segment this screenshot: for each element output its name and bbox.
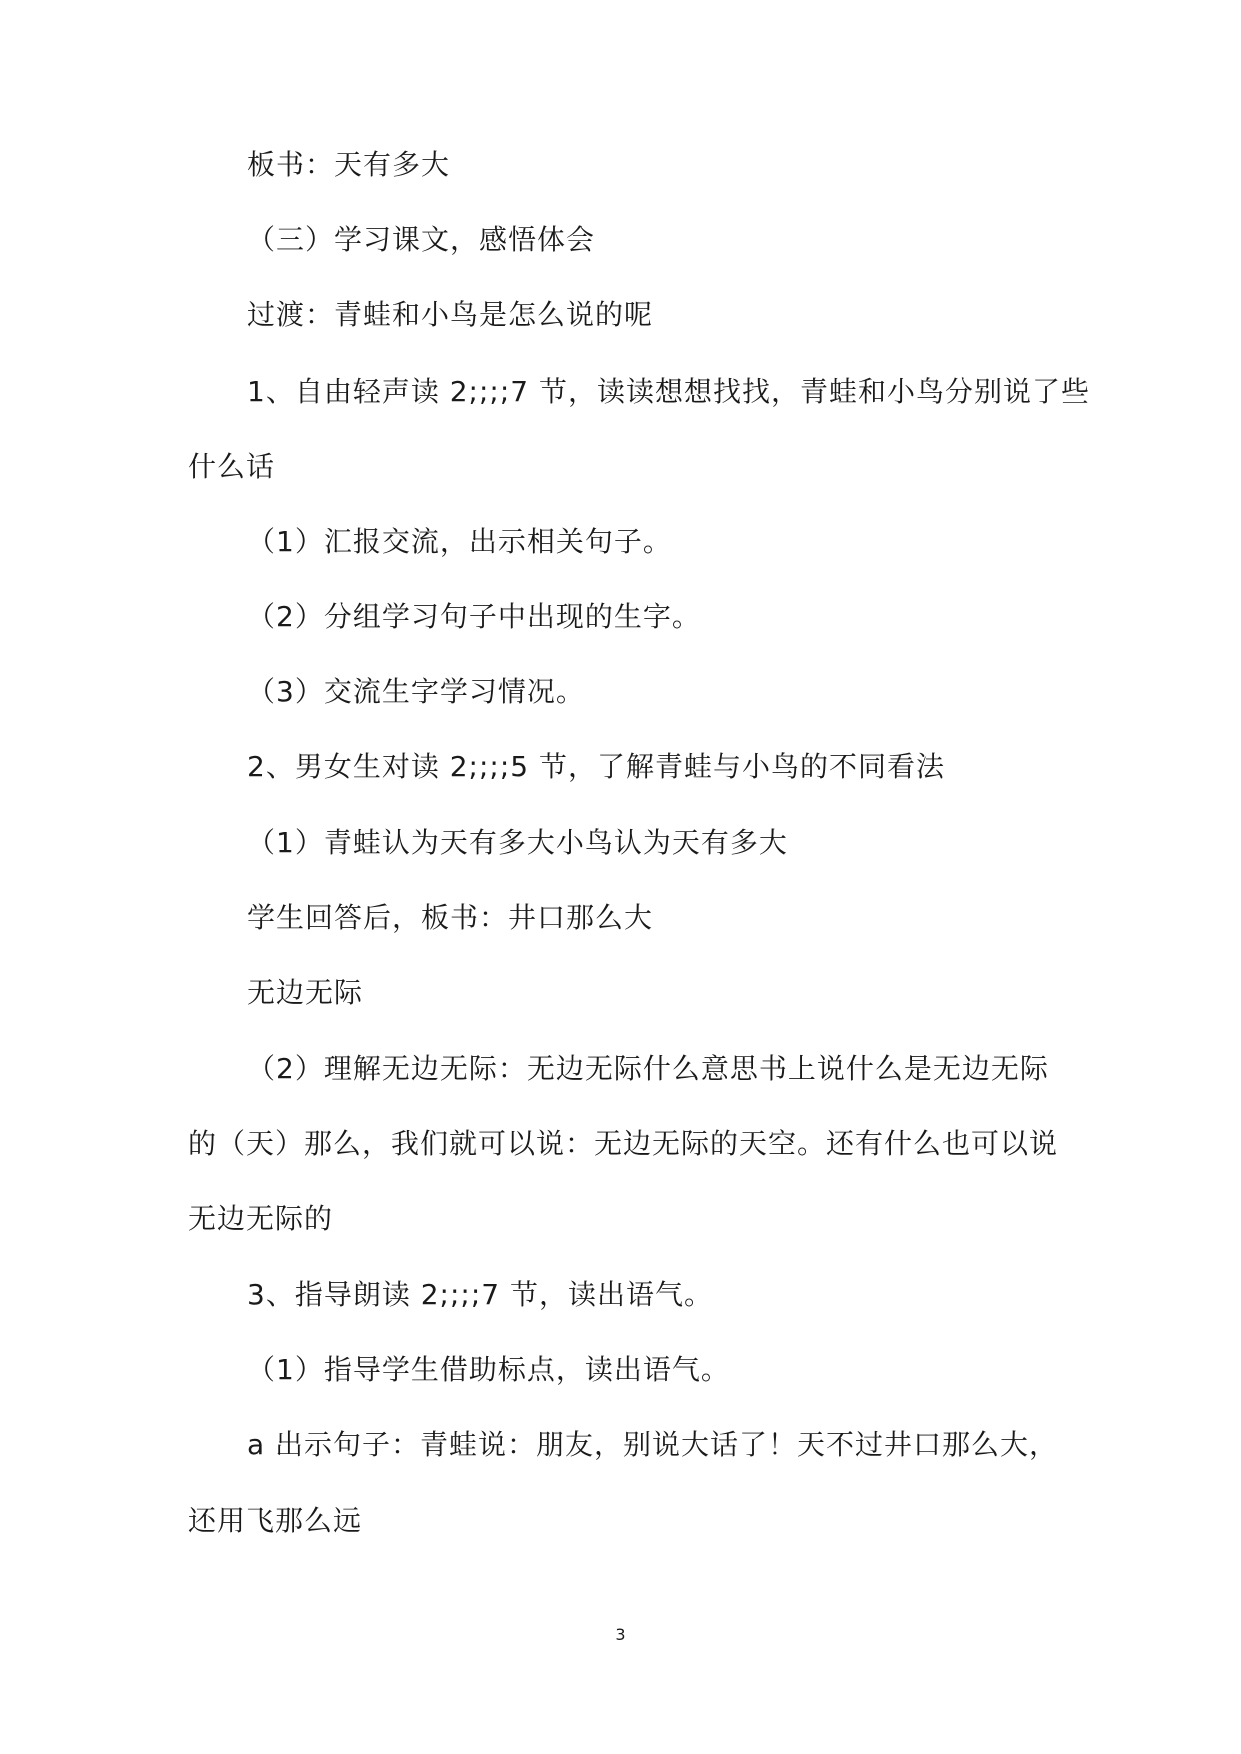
text-line: （1）指导学生借助标点，读出语气。 [247, 1353, 730, 1386]
text-line: （2）理解无边无际：无边无际什么意思书上说什么是无边无际 [247, 1052, 1049, 1085]
text-line: （三）学习课文，感悟体会 [247, 223, 596, 256]
page-number: 3 [615, 1625, 626, 1644]
text-line: 什么话 [188, 450, 276, 483]
text-line: 无边无际的 [188, 1202, 334, 1235]
text-line: 过渡：青蛙和小鸟是怎么说的呢 [247, 298, 654, 331]
text-line: 还用飞那么远 [188, 1504, 363, 1537]
text-line: 1、自由轻声读 2;;;;7 节，读读想想找找，青蛙和小鸟分别说了些 [247, 375, 1090, 408]
text-line: 的（天）那么，我们就可以说：无边无际的天空。还有什么也可以说 [188, 1127, 1059, 1160]
text-line: 学生回答后，板书：井口那么大 [247, 901, 654, 934]
text-line: 3、指导朗读 2;;;;7 节，读出语气。 [247, 1278, 713, 1311]
text-line: 板书：天有多大 [247, 148, 451, 181]
text-line: （2）分组学习句子中出现的生字。 [247, 600, 701, 633]
text-line: （1）汇报交流，出示相关句子。 [247, 525, 672, 558]
text-line: （1）青蛙认为天有多大小鸟认为天有多大 [247, 826, 788, 859]
text-line: （3）交流生字学习情况。 [247, 675, 585, 708]
text-line: 无边无际 [247, 976, 364, 1009]
text-line: 2、男女生对读 2;;;;5 节，了解青蛙与小鸟的不同看法 [247, 750, 945, 783]
text-line: a 出示句子：青蛙说：朋友，别说大话了！天不过井口那么大， [247, 1428, 1059, 1461]
